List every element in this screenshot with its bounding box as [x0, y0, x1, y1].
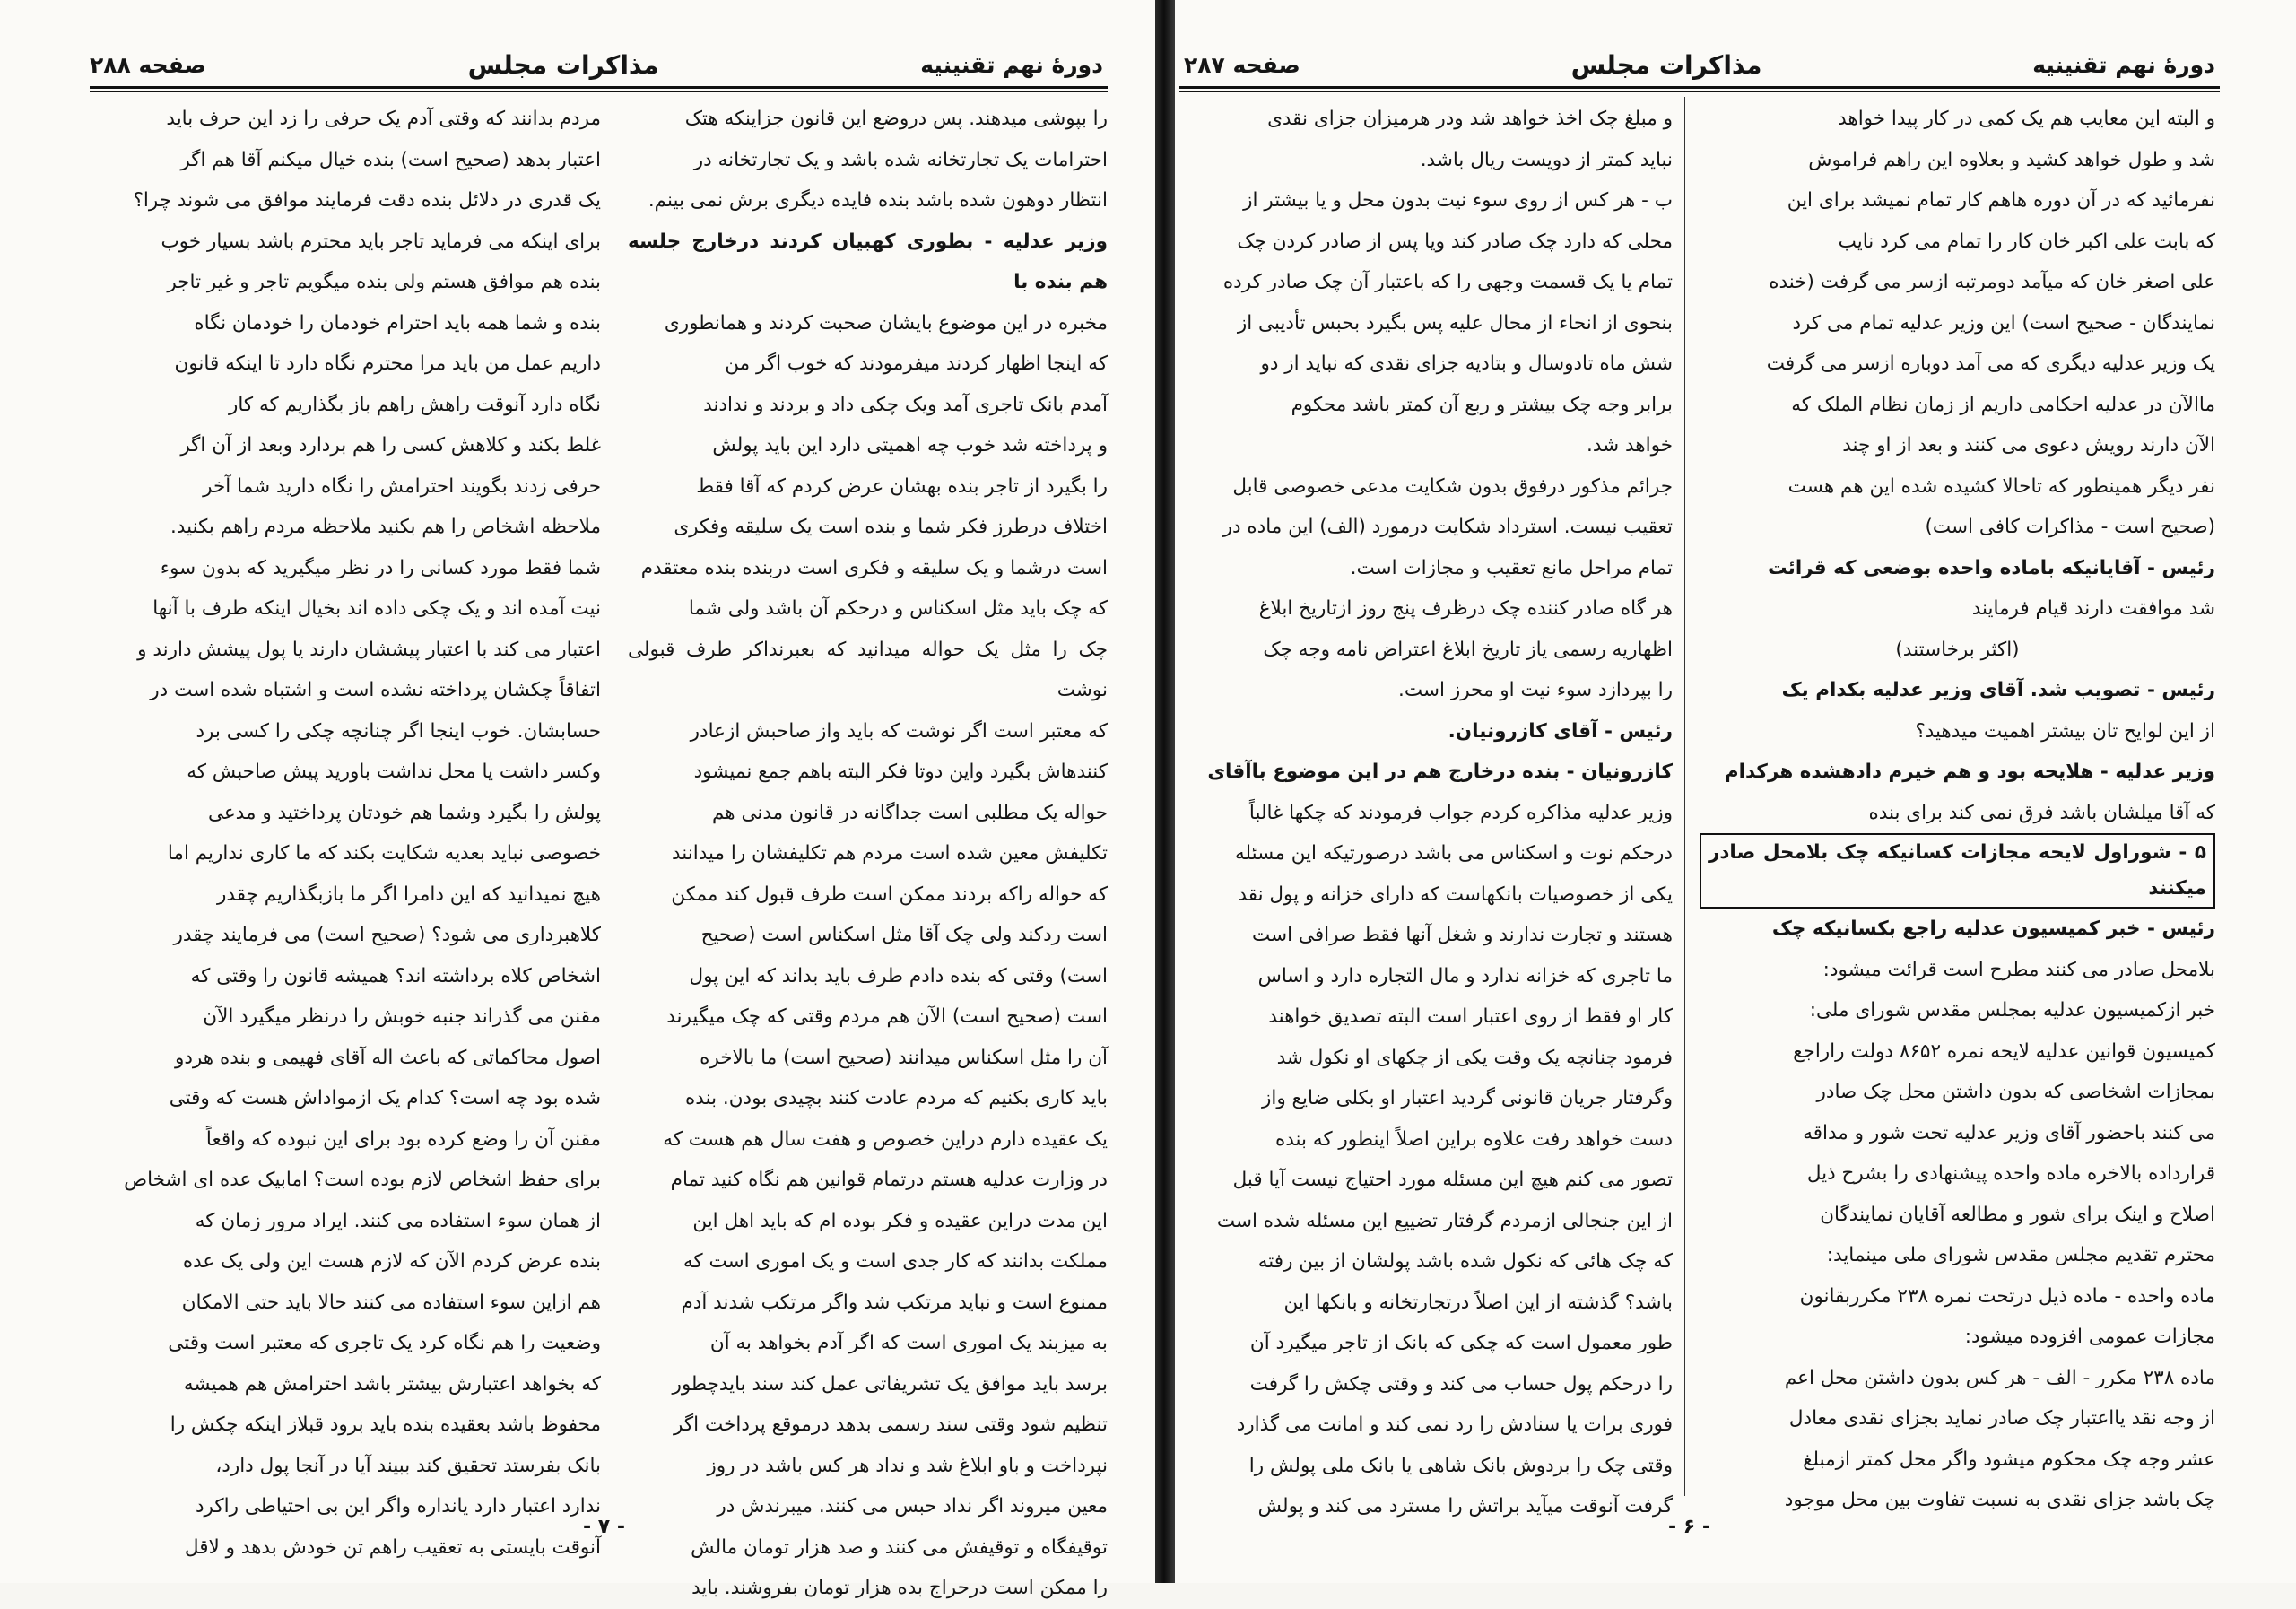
right-col-b-line: محترم تقدیم مجلس مقدس شورای ملی مینماید:: [1826, 1244, 2215, 1266]
left-col-a-line: نگاه دارد آنوقت راهش راهم باز بگذاریم که کار: [228, 393, 601, 416]
left-col-a-line: غلط بکند و کلاهش کسی را هم بردارد وبعد از آن اگر: [180, 434, 601, 457]
left-col-b-line: به میزبند یک اموری است که اگر آدم بخواهد به آن: [709, 1332, 1108, 1354]
right-col-a-line: را درحکم پول حساب می کند و وقتی چکش را گرفت: [1249, 1372, 1673, 1396]
right-col-a-line: وگرفتار جریان قانونی گردید اعتبار او بکلی ضایع واز: [1261, 1087, 1673, 1109]
left-col-a-line: مردم بدانند که وقتی آدم یک حرفی را زد این حرف باید: [166, 108, 601, 130]
right-header-rule: [1179, 86, 2220, 89]
right-col-b-line: شد موافقت دارند قیام فرمایند: [1971, 597, 2215, 620]
right-col-a-line: باشد؟ گذشته از این اصلاً درتجارتخانه و بانکها این: [1283, 1291, 1673, 1314]
left-col-b-line: نپرداخت و باو ابلاغ شد و نداد هر کس باشد در روز: [707, 1454, 1108, 1477]
left-col-b-line: و پرداخته شد خوب چه اهمیتی دارد این باید پولش: [712, 434, 1108, 457]
right-col-b-line: ماده ۲۳۸ مکرر - الف - هر کس بدون داشتن محل اعم: [1784, 1366, 2215, 1389]
right-col-b-line: ماده واحده - ماده ذیل درتحت نمره ۲۳۸ مکرربقانون: [1799, 1284, 2215, 1308]
left-col-a-line: بنده هم موافق هستم ولی بنده میگویم تاجر و غیر تاجر: [167, 271, 601, 293]
left-column-a: [90, 99, 601, 1559]
right-col-b-line: علی اصغر خان که میآمد دومرتبه ازسر می گرفت (خنده: [1769, 271, 2215, 293]
left-col-b-line: اختلاف درطرز فکر شما و بنده است یک سلیقه وفکری: [674, 516, 1108, 538]
right-col-a-line: شش ماه تادوسال و بتادیه جزای نقدی که نباید از دو: [1260, 352, 1673, 375]
right-col-a-line: وزیر عدلیه مذاکره کردم جواب فرمودند که چکها غالباً: [1248, 801, 1673, 824]
left-col-b-line: که حواله راکه بردند ممکن است طرف قبول کند ممکن: [671, 883, 1108, 906]
right-col-b-line: نفر دیگر همینطور که تاحالا کشیده شده این هم هست: [1787, 474, 2215, 498]
right-col-b-line: قرارداده بالاخره ماده واحده پیشنهادی را بشرح ذیل: [1806, 1162, 2215, 1185]
left-page-title: مذاکرات مجلس: [467, 49, 659, 80]
left-col-a-line: برای حفظ اشخاص لازم بوده است؟ امابیک عده ای اشخاص: [124, 1169, 601, 1191]
left-col-b-line: که معتبر است اگر نوشت که باید واز صاحبش ازعادر: [690, 719, 1108, 743]
left-col-a-line: محفوظ باشد بعقیده بنده باید برود قبلاز اینکه چکش را: [170, 1413, 601, 1436]
right-col-a-line: وقتی چک را بردوش بانک شاهی یا بانک ملی پولش را: [1248, 1454, 1673, 1477]
left-col-a-line: که بخواهد اعتبارش بیشتر باشد احترامش هم همیشه: [183, 1372, 601, 1396]
right-col-a-line: محلی که دارد چک صادر کند ویا پس از صادر کردن چک: [1237, 230, 1673, 253]
left-col-b-line: است) وقتی که بنده دادم طرف باید بداند که این پول: [689, 964, 1108, 987]
right-col-a-line: نباید کمتر از دویست ریال باشد.: [1420, 148, 1673, 171]
left-page-footer: - ۷ -: [583, 1516, 626, 1538]
right-col-b-line: بمجازات اشخاصی که بدون داشتن محل چک صادر: [1816, 1081, 2215, 1103]
right-col-b-line: یک وزیر عدلیه دیگری که می آمد دوباره ازسر می گرفت: [1766, 352, 2215, 375]
right-col-b-line: که بابت علی اکبر خان کار را تمام می کرد نایب: [1838, 230, 2215, 253]
right-col-b-line: ماالآن در عدلیه احکامی داریم از زمان نظام الملک که: [1791, 393, 2215, 416]
right-col-b-line: از این لوایح تان بیشتر اهمیت میدهید؟: [1915, 719, 2215, 743]
left-col-b-line: انتظار دوهون شده باشد بنده فایده دیگری برش نمی بینم.: [648, 189, 1108, 212]
left-col-a-line: وکسر داشت یا محل نداشت باورید پیش صاحبش که: [187, 761, 601, 783]
left-col-a-line: بنده عرض کردم الآن که لازم هست این ولی یک عده: [182, 1250, 601, 1273]
right-col-b-line: رئیس - آقایانیکه باماده واحده بوضعی که قرائت: [1767, 556, 2215, 579]
left-session-label: دورهٔ نهم تقنینیه: [920, 51, 1103, 78]
right-col-a-line: کار او فقط از روی اعتبار است البته تصدیق خواهند: [1268, 1005, 1673, 1028]
left-col-b-line: مملکت بدانند که کار جدی است و یک اموری است که: [683, 1250, 1108, 1273]
left-col-b-line: معین میروند اگر نداد حبس می کنند. میبرندش در: [717, 1495, 1108, 1518]
right-col-b-line: رئیس - تصویب شد. آقای وزیر عدلیه بکدام یک: [1781, 679, 2215, 701]
right-col-b-line: عشر وجه چک محکوم میشود واگر محل کمتر ازمبلغ: [1803, 1448, 2215, 1471]
right-col-a-line: دست خواهد رفت علاوه براین اصلاً اینطور که بنده: [1274, 1127, 1673, 1151]
left-col-b-line: را بگیرد از تاجر بنده بهشان عرض کردم که آقا فقط: [696, 474, 1108, 498]
left-col-a-line: هم ازاین سوء استفاده می کنند حالا باید حتی الامکان: [181, 1291, 601, 1314]
right-col-b-line: شد و طول خواهد کشید و بعلاوه این راهم فراموش: [1808, 148, 2215, 171]
left-col-a-line: خصوصی نباید بعدیه شکایت بکند که ما کاری نداریم اما: [167, 842, 601, 865]
left-col-a-line: حسابشان. خوب اینجا اگر چنانچه چکی را کسی برد: [196, 719, 601, 743]
left-col-b-line: کنندهاش بگیرد واین دوتا فکر البته باهم جمع نمیشود: [693, 761, 1108, 783]
right-col-b-line: اصلاح و اینک برای شور و مطالعه آقایان نمایندگان: [1820, 1203, 2215, 1226]
right-col-a-line: تمام یا یک قسمت وجهی را که باعتبار آن چک صادر کرده: [1222, 271, 1673, 293]
right-col-b-line: نفرمائید که در آن دوره هاهم کار تمام نمیشد برای این: [1787, 189, 2215, 212]
left-col-b-line: چک را مثل یک حواله میدانید که بعبرنداکر طرف قبولی نوشت: [628, 638, 1108, 701]
left-col-a-line: مقنن آن را وضع کرده بود برای این نبوده که واقعاً: [205, 1127, 601, 1151]
right-col-b-line: که آقا میلشان باشد فرق نمی کند برای بنده: [1868, 801, 2215, 824]
left-col-a-line: از همان سوء استفاده می کنند. ایراد مرور زمان که: [195, 1209, 601, 1232]
right-col-a-line: برابر وجه چک بیشتر و ربع آن کمتر باشد محکوم: [1291, 393, 1673, 416]
left-header-rule-thin: [90, 91, 1108, 92]
right-session-label: دورهٔ نهم تقنینیه: [2032, 51, 2215, 78]
left-col-a-line: برای اینکه می فرماید تاجر باید محترم باشد بسیار خوب: [161, 230, 601, 253]
left-col-b-line: آمدم بانک تاجری آمد ویک چکی داد و بردند و ندادند: [703, 393, 1108, 416]
right-col-a-line: فوری برات یا سنادش را رد نمی کند و امانت می گذارد: [1236, 1413, 1673, 1436]
right-col-b-line: و البته این معایب هم یک کمی در کار پیدا خواهد: [1838, 108, 2215, 130]
right-column-b: [1700, 99, 2215, 1511]
right-col-a-line: از این جنجالی ازمردم گرفتار تضییع این مسئله شده است: [1216, 1209, 1673, 1232]
left-col-a-line: حرفی زدند بگویند احترامش را نگاه دارید شما آخر: [203, 474, 601, 498]
left-col-a-line: وضعیت را هم نگاه کرد یک تاجری که معتبر است وقتی: [168, 1332, 601, 1354]
left-col-a-line: بنده و شما همه باید احترام خودمان را خودمان نگاه: [194, 311, 601, 335]
right-col-b-line: (اکثر برخاستند): [1895, 638, 2020, 661]
right-col-a-line: ما تاجری که خزانه ندارد و مال التجاره دارد و اساس: [1257, 964, 1673, 987]
left-col-b-line: احترامات یک تجارتخانه شده باشد و یک تجارتخانه در: [693, 148, 1108, 171]
right-col-b-line: الآن دارند رویش دعوی می کنند و بعد از او چند: [1842, 434, 2215, 457]
right-col-b-line: بلامحل صادر می کنند مطرح است قرائت میشود:: [1822, 958, 2215, 981]
right-page-footer: - ۶ -: [1668, 1516, 1711, 1538]
right-col-a-line: رئیس - آقای کازرونیان.: [1448, 719, 1673, 743]
left-col-b-line: وزیر عدلیه - بطوری کهبیان کردند درخارج جلسه هم بنده با: [628, 230, 1108, 293]
right-col-a-line: درحکم نوت و اسکناس می باشد درصورتیکه این مسئله: [1235, 842, 1673, 865]
left-col-a-line: پولش را بگیرد وشما هم خودتان پرداختید و مدعی: [207, 801, 601, 824]
right-col-a-line: هر گاه صادر کننده چک درظرف پنج روز ازتاریخ ابلاغ: [1258, 597, 1673, 620]
right-col-a-line: که چک هائی که نکول شده باشد پولشان از بین رفته: [1257, 1250, 1673, 1273]
left-col-b-line: را بپوشی میدهند. پس دروضع این قانون جزاینکه هتک: [684, 108, 1108, 130]
left-col-b-line: است (صحیح است) الآن هم مردم وقتی که چک میگیرند: [666, 1005, 1108, 1028]
left-col-b-line: که چک باید مثل اسکناس و درحکم آن باشد ولی شما: [688, 597, 1108, 620]
left-page-number: صفحه ۲۸۸: [90, 51, 206, 78]
left-col-a-line: اعتبار بدهد (صحیح است) بنده خیال میکنم آقا هم اگر: [180, 148, 601, 171]
left-col-b-line: این مدت دراین عقیده و فکر بوده ام که باید اهل این: [692, 1209, 1108, 1232]
left-col-b-line: باید کاری بکنیم که مردم عادت کنند بچیدی بودن. بنده: [685, 1087, 1108, 1109]
left-header-rule: [90, 86, 1108, 89]
right-col-b-line: از وجه نقد یااعتبار چک صادر نماید بجزای نقدی معادل: [1788, 1407, 2215, 1430]
left-col-b-line: است درشما و یک سلیقه و فکری است دربنده بنده معتقدم: [640, 556, 1108, 579]
right-page-header: [1184, 47, 2215, 83]
left-col-b-line: است ردکند ولی چک آقا مثل اسکناس است (صحیح: [700, 924, 1108, 946]
left-col-b-line: را ممکن است درحراج بده هزار تومان بفروشند. باید: [691, 1577, 1108, 1599]
left-col-b-line: برسد باید موافق یک تشریفاتی عمل کند سند بایدچطور: [672, 1372, 1108, 1396]
left-col-b-line: یک عقیده دارم دراین خصوص و هفت سال هم هست که: [663, 1127, 1108, 1151]
right-col-a-line: هستند و تجارت ندارند و شغل آنها فقط صرافی است: [1251, 924, 1673, 946]
left-col-b-line: در وزارت عدلیه هستم درتمام قوانین هم نگاه کنید تمام: [670, 1169, 1108, 1191]
left-col-a-line: نیت آمده اند و یک چکی داده اند بخیال اینکه طرف با آنها: [152, 597, 601, 620]
right-col-a-line: طور معمول است که چکی که بانک از تاجر میگیرد آن: [1249, 1332, 1673, 1354]
left-col-a-line: اشخاص کلاه برداشته اند؟ همیشه قانون را وقتی که: [190, 964, 601, 987]
left-col-a-line: ملاحظه اشخاص را هم بکنید ملاحظه مردم راهم بکنید.: [170, 516, 601, 538]
left-col-a-line: آنوقت بایستی به تعقیب راهم تن خودش بدهد و لاقل: [184, 1535, 601, 1559]
right-column-rule: [1684, 97, 1685, 1496]
right-col-b-line: می کنند باحضور آقای وزیر عدلیه تحت شور و مداقه: [1803, 1121, 2215, 1144]
right-page-title: مذاکرات مجلس: [1570, 49, 1762, 80]
right-col-b-line: رئیس - خبر کمیسیون عدلیه راجع بکسانیکه چک: [1771, 918, 2215, 940]
right-header-rule-thin: [1179, 91, 2220, 92]
left-col-b-line: مخبره در این موضوع بایشان صحبت کردند و همانطوری: [664, 311, 1108, 335]
left-col-b-line: که اینجا اظهار کردند میفرمودند که خوب اگر من: [725, 352, 1108, 375]
left-col-b-line: ممنوع است و نباید مرتکب شد واگر مرتکب شدند آدم: [681, 1291, 1108, 1314]
right-col-a-line: جرائم مذکور درفوق بدون شکایت مدعی خصوصی قابل: [1232, 474, 1673, 498]
right-column-a: [1184, 99, 1673, 1518]
left-col-a-line: ندارد اعتبار دارد یانداره واگر این بی احتیاطی راکرد: [195, 1495, 601, 1518]
left-col-b-line: حواله یک مطلبی است جداگانه در قانون مدنی هم: [712, 801, 1108, 824]
right-col-b-line: خبر ازکمیسیون عدلیه بمجلس مقدس شورای ملی:: [1809, 999, 2215, 1022]
right-col-b-line: نمایندگان - صحیح است) این وزیر عدلیه تمام می کرد: [1792, 311, 2215, 335]
right-col-a-line: ب - هر کس از روی سوء نیت بدون محل و یا بیشتر از: [1243, 189, 1673, 212]
left-col-a-line: یک قدری در دلائل بنده دقت فرمایند موافق می شوند چرا؟: [133, 189, 601, 212]
right-col-b-line: ۵ - شوراول لایحه مجازات کسانیکه چک بلامحل صادر میکنند: [1700, 833, 2215, 909]
left-col-a-line: شده بود چه است؟ کدام یک ازمواداش هست که وقتی: [169, 1087, 601, 1109]
left-column-b: [628, 99, 1108, 1599]
book-gutter: [1155, 0, 1175, 1583]
right-col-b-line: (صحیح است - مذاکرات کافی است): [1925, 516, 2215, 538]
right-col-a-line: اظهاریه رسمی یاز تاریخ ابلاغ اعتراض نامه وجه چک: [1263, 638, 1673, 661]
right-col-a-line: تعقیب نیست. استرداد شکایت درمورد (الف) این ماده در: [1222, 516, 1673, 538]
left-col-a-line: هیچ نمیدانید که این دامرا اگر ما بازبگذاریم چقدر: [217, 883, 601, 906]
right-col-a-line: گرفت آنوقت میآید براتش را مسترد می کند و پولش: [1257, 1495, 1673, 1518]
left-col-b-line: تکلیفش معین شده است مردم هم تکلیفشان را میدانند: [672, 842, 1108, 865]
right-page-number: صفحه ۲۸۷: [1184, 51, 1300, 78]
left-col-b-line: تنظیم شود وقتی سند رسمی بدهد درموقع پرداخت اگر: [674, 1413, 1108, 1436]
left-col-a-line: مقنن می گذراند جنبه خوبش را درنظر میگیرد الآن: [203, 1005, 601, 1028]
left-col-a-line: کلاهبرداری می شود؟ (صحیح است) می فرمایند چقدر: [173, 924, 601, 946]
right-col-a-line: تمام مراحل مانع تعقیب و مجازات است.: [1350, 556, 1673, 579]
left-col-a-line: بانک بفرستد تحقیق کند ببیند آیا در آنجا پول دارد،: [215, 1454, 601, 1477]
left-col-a-line: اصول محاکماتی که باعث اله آقای فهیمی و بنده هردو: [174, 1046, 601, 1069]
right-col-a-line: کازرونیان - بنده درخارج هم در این موضوع باآقای: [1207, 761, 1673, 783]
left-col-b-line: توقیفگاه و توقیفش می کنند و صد هزار تومان مالش: [691, 1535, 1108, 1559]
left-col-a-line: داریم عمل من باید مرا محترم نگاه دارد تا اینکه قانون: [174, 352, 601, 375]
right-col-a-line: و مبلغ چک اخذ خواهد شد ودر هرمیزان جزای نقدی: [1267, 108, 1673, 130]
left-col-b-line: آن را مثل اسکناس میدانند (صحیح است) ما بالاخره: [700, 1046, 1108, 1069]
right-col-b-line: مجازات عمومی افزوده میشود:: [1964, 1326, 2215, 1348]
left-col-a-line: اتفاقاً چکشان پرداخته نشده است و اشتباه شده است در: [150, 679, 601, 701]
left-page-header: [90, 47, 1103, 83]
right-col-b-line: کمیسیون قوانین عدلیه لایحه نمره ۸۶۵۲ دولت راراجع: [1793, 1039, 2215, 1063]
right-col-a-line: را بپردازد سوء نیت او محرز است.: [1398, 679, 1673, 701]
right-col-a-line: یکی از خصوصیات بانکهاست که دارای خزانه و پول نقد: [1238, 883, 1673, 906]
left-col-a-line: اعتبار می کند با اعتبار پیششان دارند یا پول پیشش دارند و: [137, 638, 601, 661]
right-col-a-line: تصور می کنم هیچ این مسئله مورد احتیاج نیست آیا قبل: [1232, 1169, 1673, 1191]
right-col-b-line: وزیر عدلیه - هلایحه بود و هم خیرم دادهشده هرکدام: [1724, 761, 2215, 783]
right-col-b-line: چک باشد جزای نقدی به نسبت تفاوت بین محل موجود: [1784, 1489, 2215, 1511]
right-col-a-line: فرمود چنانچه یک وقت یکی از چکهای او نکول شد: [1276, 1046, 1673, 1069]
left-col-a-line: شما فقط مورد کسانی را در نظر میگیرید که بدون سوء: [160, 556, 601, 579]
right-col-a-line: بنحوی از انحاء از محال علیه پس بگیرد بحبس تأدیبی از: [1237, 311, 1673, 335]
right-col-a-line: خواهد شد.: [1587, 434, 1673, 457]
